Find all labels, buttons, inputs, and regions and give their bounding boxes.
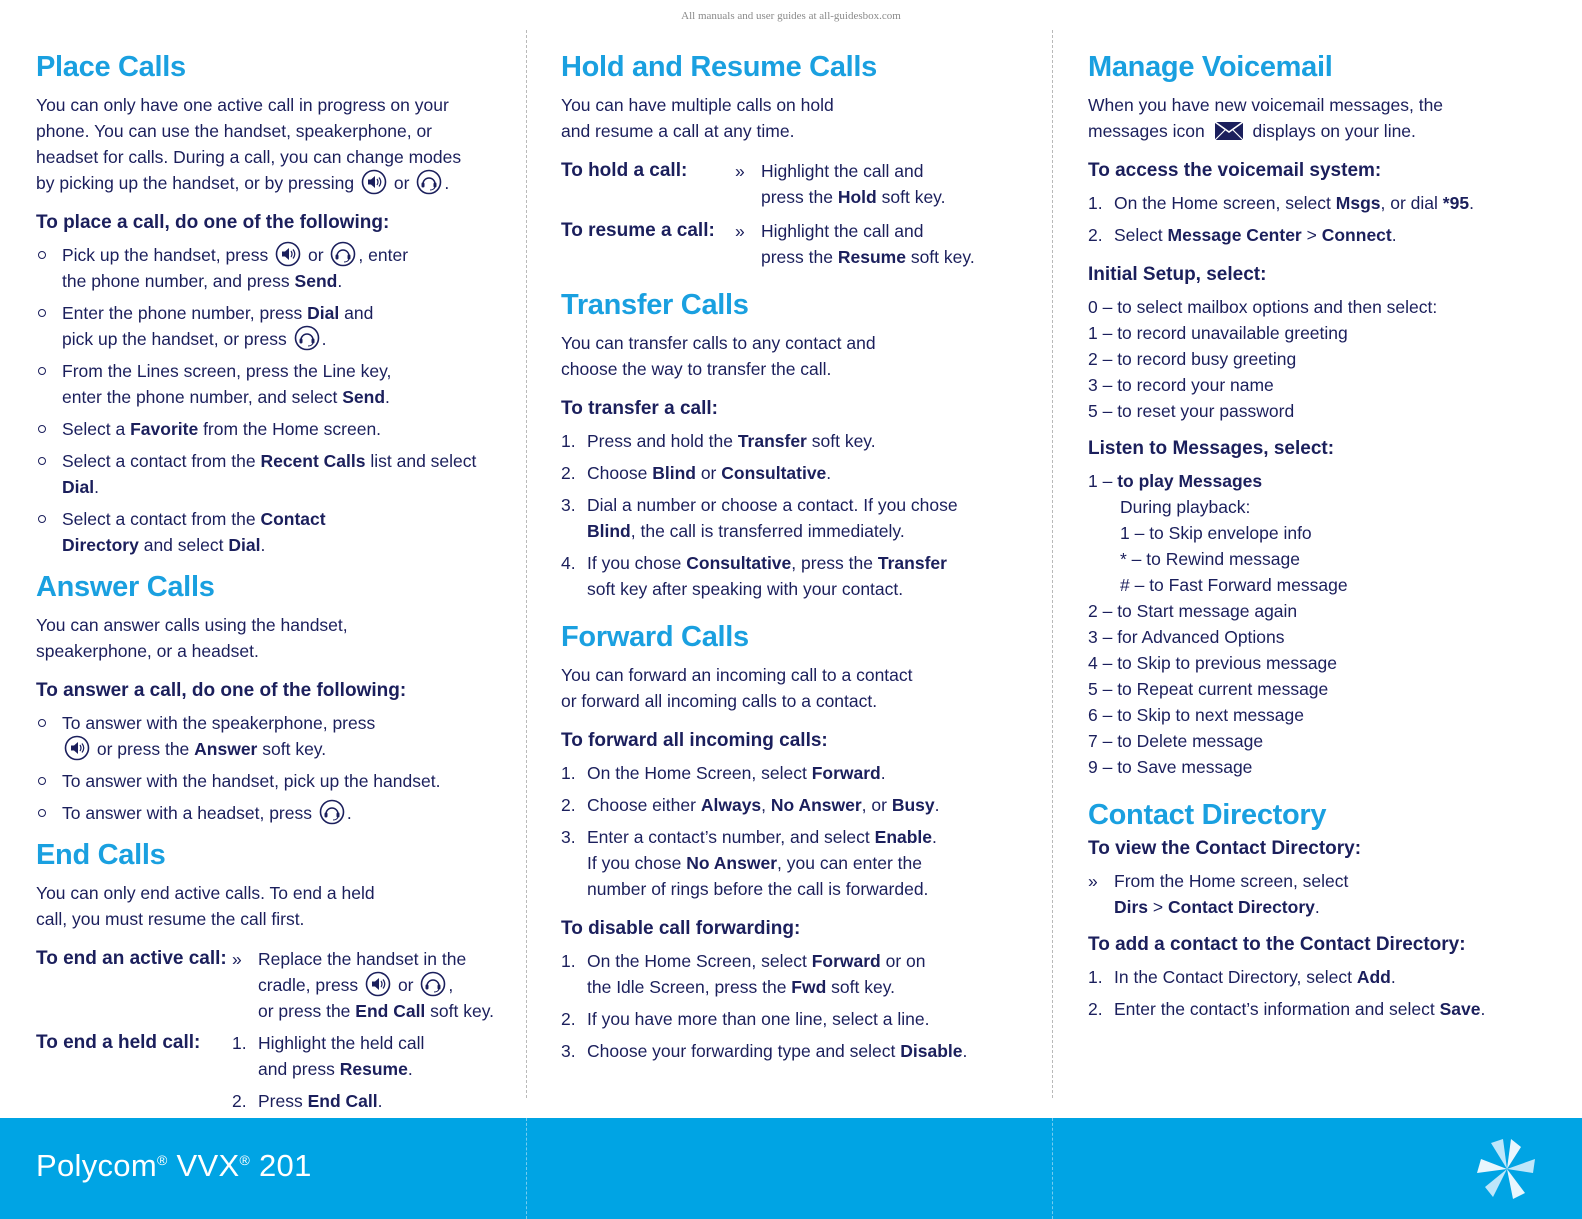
- column-divider: [1052, 30, 1053, 1098]
- list-item: * – to Rewind message: [1120, 549, 1300, 569]
- voicemail-title: Manage Voicemail: [1088, 51, 1333, 83]
- place-calls-list: [36, 242, 511, 558]
- list-item: Pick up the handset, press or , enter the phone number, and press Send.: [36, 242, 511, 294]
- place-calls-subhead: To place a call, do one of the following:: [36, 212, 390, 233]
- list-item: 1 – to record unavailable greeting: [1088, 323, 1348, 343]
- speakerphone-icon: [64, 735, 90, 761]
- list-item: 3. Choose your forwarding type and select Disable.: [561, 1041, 968, 1061]
- list-item: 3 – to record your name: [1088, 375, 1274, 395]
- list-item: 3. Dial a number or choose a contact. If you chose Blind, the call is transferred immediately.: [561, 495, 958, 541]
- list-item: 2. Select Message Center > Connect.: [1088, 225, 1397, 245]
- add-contact-subhead: To add a contact to the Contact Directory:: [1088, 934, 1466, 955]
- answer-calls-list: [36, 710, 511, 826]
- hold-calls-title: Hold and Resume Calls: [561, 51, 877, 83]
- listen-messages-subhead: Listen to Messages, select:: [1088, 438, 1335, 459]
- list-item: 1. On the Home screen, select Msgs, or dial *95.: [1088, 193, 1474, 213]
- playback-label: During playback:: [1120, 497, 1251, 517]
- list-item: Select a contact from the Recent Calls list and select Dial.: [36, 448, 511, 500]
- column-divider: [526, 1118, 527, 1219]
- list-item: 0 – to select mailbox options and then select:: [1088, 297, 1438, 317]
- transfer-calls-subhead: To transfer a call:: [561, 398, 718, 419]
- list-item: 6 – to Skip to next message: [1088, 705, 1304, 725]
- forward-calls-list: [561, 760, 1031, 902]
- column-left: [36, 48, 511, 1126]
- end-calls-intro: You can only end active calls. To end a held call, you must resume the call first.: [36, 883, 375, 929]
- list-item: To answer with the speakerphone, press or press the Answer soft key.: [36, 710, 511, 762]
- forward-calls-title: Forward Calls: [561, 621, 749, 653]
- product-name: Polycom® VVX® 201: [36, 1148, 312, 1183]
- list-item: Enter the phone number, press Dial and pick up the handset, or press .: [36, 300, 511, 352]
- list-item: 1 – to play Messages: [1088, 471, 1263, 491]
- disable-forwarding-subhead: To disable call forwarding:: [561, 918, 801, 939]
- end-active-call-label: To end an active call:: [36, 948, 227, 969]
- list-item: 1. On the Home Screen, select Forward.: [561, 763, 886, 783]
- answer-calls-title: Answer Calls: [36, 571, 215, 603]
- voicemail-intro: When you have new voicemail messages, the messages icon displays on your line.: [1088, 95, 1444, 141]
- resume-call: To resume a call: » Highlight the call and press the Resume soft key.: [561, 220, 975, 267]
- footer-bar: [0, 1118, 1582, 1219]
- voicemail-access-subhead: To access the voicemail system:: [1088, 160, 1382, 181]
- column-middle: [561, 48, 1031, 1074]
- list-item: 2. Choose Blind or Consultative.: [561, 463, 832, 483]
- transfer-calls-title: Transfer Calls: [561, 289, 749, 321]
- end-held-call: [36, 1030, 511, 1120]
- headset-icon: [330, 241, 356, 267]
- list-item: 2. Press End Call.: [232, 1091, 383, 1111]
- place-calls-title: Place Calls: [36, 51, 186, 83]
- answer-calls-intro: You can answer calls using the handset, speakerphone, or a headset.: [36, 615, 348, 661]
- headset-icon: [319, 799, 345, 825]
- hold-call: To hold a call: » Highlight the call and press the Hold soft key.: [561, 160, 946, 207]
- list-item: 2. Enter the contact’s information and select Save.: [1088, 999, 1486, 1019]
- transfer-calls-list: [561, 428, 1031, 602]
- view-contacts-step: » From the Home screen, select Dirs > Contact Directory.: [1088, 871, 1349, 917]
- initial-setup-subhead: Initial Setup, select:: [1088, 264, 1267, 285]
- contact-directory-title: Contact Directory: [1088, 799, 1327, 831]
- list-item: Select a Favorite from the Home screen.: [36, 416, 511, 442]
- list-item: 3. Enter a contact’s number, and select Enable. If you chose No Answer, you can enter the number of rings before the call is forwarded.: [561, 827, 937, 899]
- speakerphone-icon: [361, 169, 387, 195]
- initial-setup-list: [1088, 294, 1558, 424]
- transfer-calls-intro: You can transfer calls to any contact and choose the way to transfer the call.: [561, 333, 876, 379]
- hold-calls-intro: You can have multiple calls on hold and resume a call at any time.: [561, 95, 834, 141]
- envelope-icon: [1214, 121, 1244, 141]
- answer-calls-subhead: To answer a call, do one of the following:: [36, 680, 407, 701]
- voicemail-access-list: [1088, 190, 1558, 248]
- list-item: 1. Highlight the held call and press Resume.: [232, 1033, 425, 1079]
- list-item: 5 – to Repeat current message: [1088, 679, 1329, 699]
- forward-calls-intro: You can forward an incoming call to a contact or forward all incoming calls to a contact.: [561, 665, 913, 711]
- list-item: Select a contact from the Contact Directory and select Dial.: [36, 506, 511, 558]
- list-item: 1. Press and hold the Transfer soft key.: [561, 431, 876, 451]
- list-item: 2 – to record busy greeting: [1088, 349, 1297, 369]
- list-item: # – to Fast Forward message: [1120, 575, 1348, 595]
- list-item: 7 – to Delete message: [1088, 731, 1264, 751]
- list-item: 2. Choose either Always, No Answer, or Busy.: [561, 795, 940, 815]
- list-item: 1. In the Contact Directory, select Add.: [1088, 967, 1396, 987]
- speakerphone-icon: [275, 241, 301, 267]
- end-active-call: To end an active call: » Replace the handset in the cradle, press or , or press the End Call soft key.: [36, 946, 511, 1024]
- list-item: To answer with a headset, press .: [36, 800, 511, 826]
- column-divider: [526, 30, 527, 1098]
- speakerphone-icon: [365, 971, 391, 997]
- list-item: 5 – to reset your password: [1088, 401, 1295, 421]
- list-item: To answer with the handset, pick up the handset.: [36, 768, 511, 794]
- list-item: 4 – to Skip to previous message: [1088, 653, 1338, 673]
- list-item: 9 – to Save message: [1088, 757, 1253, 777]
- place-calls-intro: You can only have one active call in progress on your phone. You can use the handset, speakerphone, or headset for calls. During a call, you can change modes by picking up the handset, or by pressing or .: [36, 92, 511, 196]
- listen-messages-list: [1088, 468, 1558, 780]
- view-contacts-subhead: To view the Contact Directory:: [1088, 838, 1362, 859]
- headset-icon: [420, 971, 446, 997]
- polycom-logo-icon: [1472, 1134, 1542, 1204]
- forward-calls-subhead: To forward all incoming calls:: [561, 730, 828, 751]
- disable-forwarding-list: [561, 948, 1031, 1064]
- add-contact-list: [1088, 964, 1558, 1022]
- list-item: 1 – to Skip envelope info: [1120, 523, 1312, 543]
- list-item: 2 – to Start message again: [1088, 601, 1298, 621]
- column-divider: [1052, 1118, 1053, 1219]
- headset-icon: [416, 169, 442, 195]
- list-item: From the Lines screen, press the Line key, enter the phone number, and select Send.: [36, 358, 511, 410]
- headset-icon: [294, 325, 320, 351]
- list-item: 4. If you chose Consultative, press the Transfer soft key after speaking with your contact.: [561, 553, 947, 599]
- list-item: 1. On the Home Screen, select Forward or on the Idle Screen, press the Fwd soft key.: [561, 951, 926, 997]
- watermark: All manuals and user guides at all-guidesbox.com: [681, 10, 901, 22]
- end-calls-title: End Calls: [36, 839, 166, 871]
- column-right: [1088, 48, 1558, 1032]
- list-item: 2. If you have more than one line, select a line.: [561, 1009, 930, 1029]
- list-item: 3 – for Advanced Options: [1088, 627, 1285, 647]
- end-held-call-label: To end a held call:: [36, 1032, 201, 1053]
